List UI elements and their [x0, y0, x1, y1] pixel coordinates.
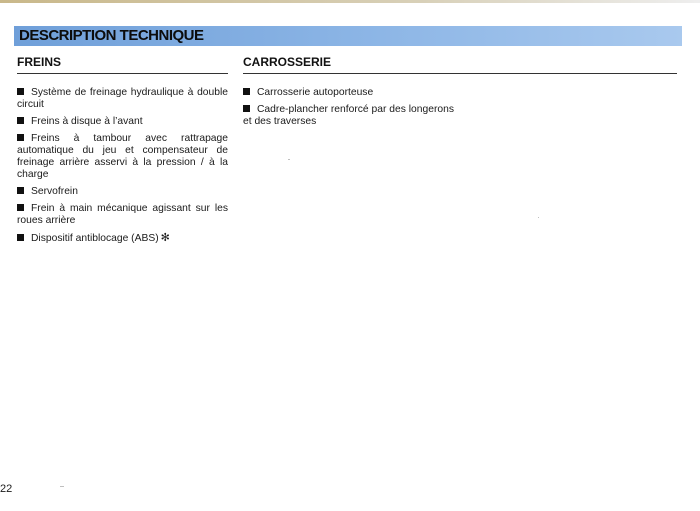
carrosserie-column	[243, 54, 454, 133]
freins-column	[17, 54, 228, 250]
list-item: Frein à main mécanique agissant sur les roues arrière	[17, 203, 228, 227]
scan-speck	[288, 159, 290, 160]
list-item: Freins à disque à l’avant	[17, 116, 228, 128]
list-item: Système de freinage hydraulique à double circuit	[17, 87, 228, 111]
page-number: 22	[0, 483, 13, 495]
square-bullet-icon	[243, 88, 250, 95]
list-item: Cadre-plancher renforcé par des longerons et des traverses	[243, 103, 454, 127]
square-bullet-icon	[17, 117, 24, 124]
list-item: Servofrein	[17, 186, 228, 198]
freins-list	[17, 87, 228, 245]
section-banner	[14, 26, 682, 46]
list-item: Carrosserie autoporteuse	[243, 87, 454, 99]
section-title: DESCRIPTION TECHNIQUE	[19, 27, 204, 44]
square-bullet-icon	[243, 105, 250, 112]
square-bullet-icon	[17, 234, 24, 241]
scan-speck	[60, 486, 64, 487]
top-edge-rule	[0, 0, 700, 3]
carrosserie-list	[243, 87, 454, 128]
freins-heading: FREINS	[17, 55, 62, 69]
scan-speck	[538, 217, 539, 218]
square-bullet-icon	[17, 187, 24, 194]
list-item: Dispositif antiblocage (ABS) ✻	[17, 232, 228, 245]
square-bullet-icon	[17, 88, 24, 95]
square-bullet-icon	[17, 134, 24, 141]
freins-heading-rule	[17, 73, 228, 74]
list-item: Freins à tambour avec rattrapage automatique du jeu et compensateur de freinage arrière asservi à la pression / à la charge	[17, 132, 228, 181]
square-bullet-icon	[17, 204, 24, 211]
carrosserie-heading-rule	[243, 73, 677, 74]
carrosserie-heading: CARROSSERIE	[243, 55, 332, 69]
asterisk-mark-icon: ✻	[160, 232, 170, 244]
